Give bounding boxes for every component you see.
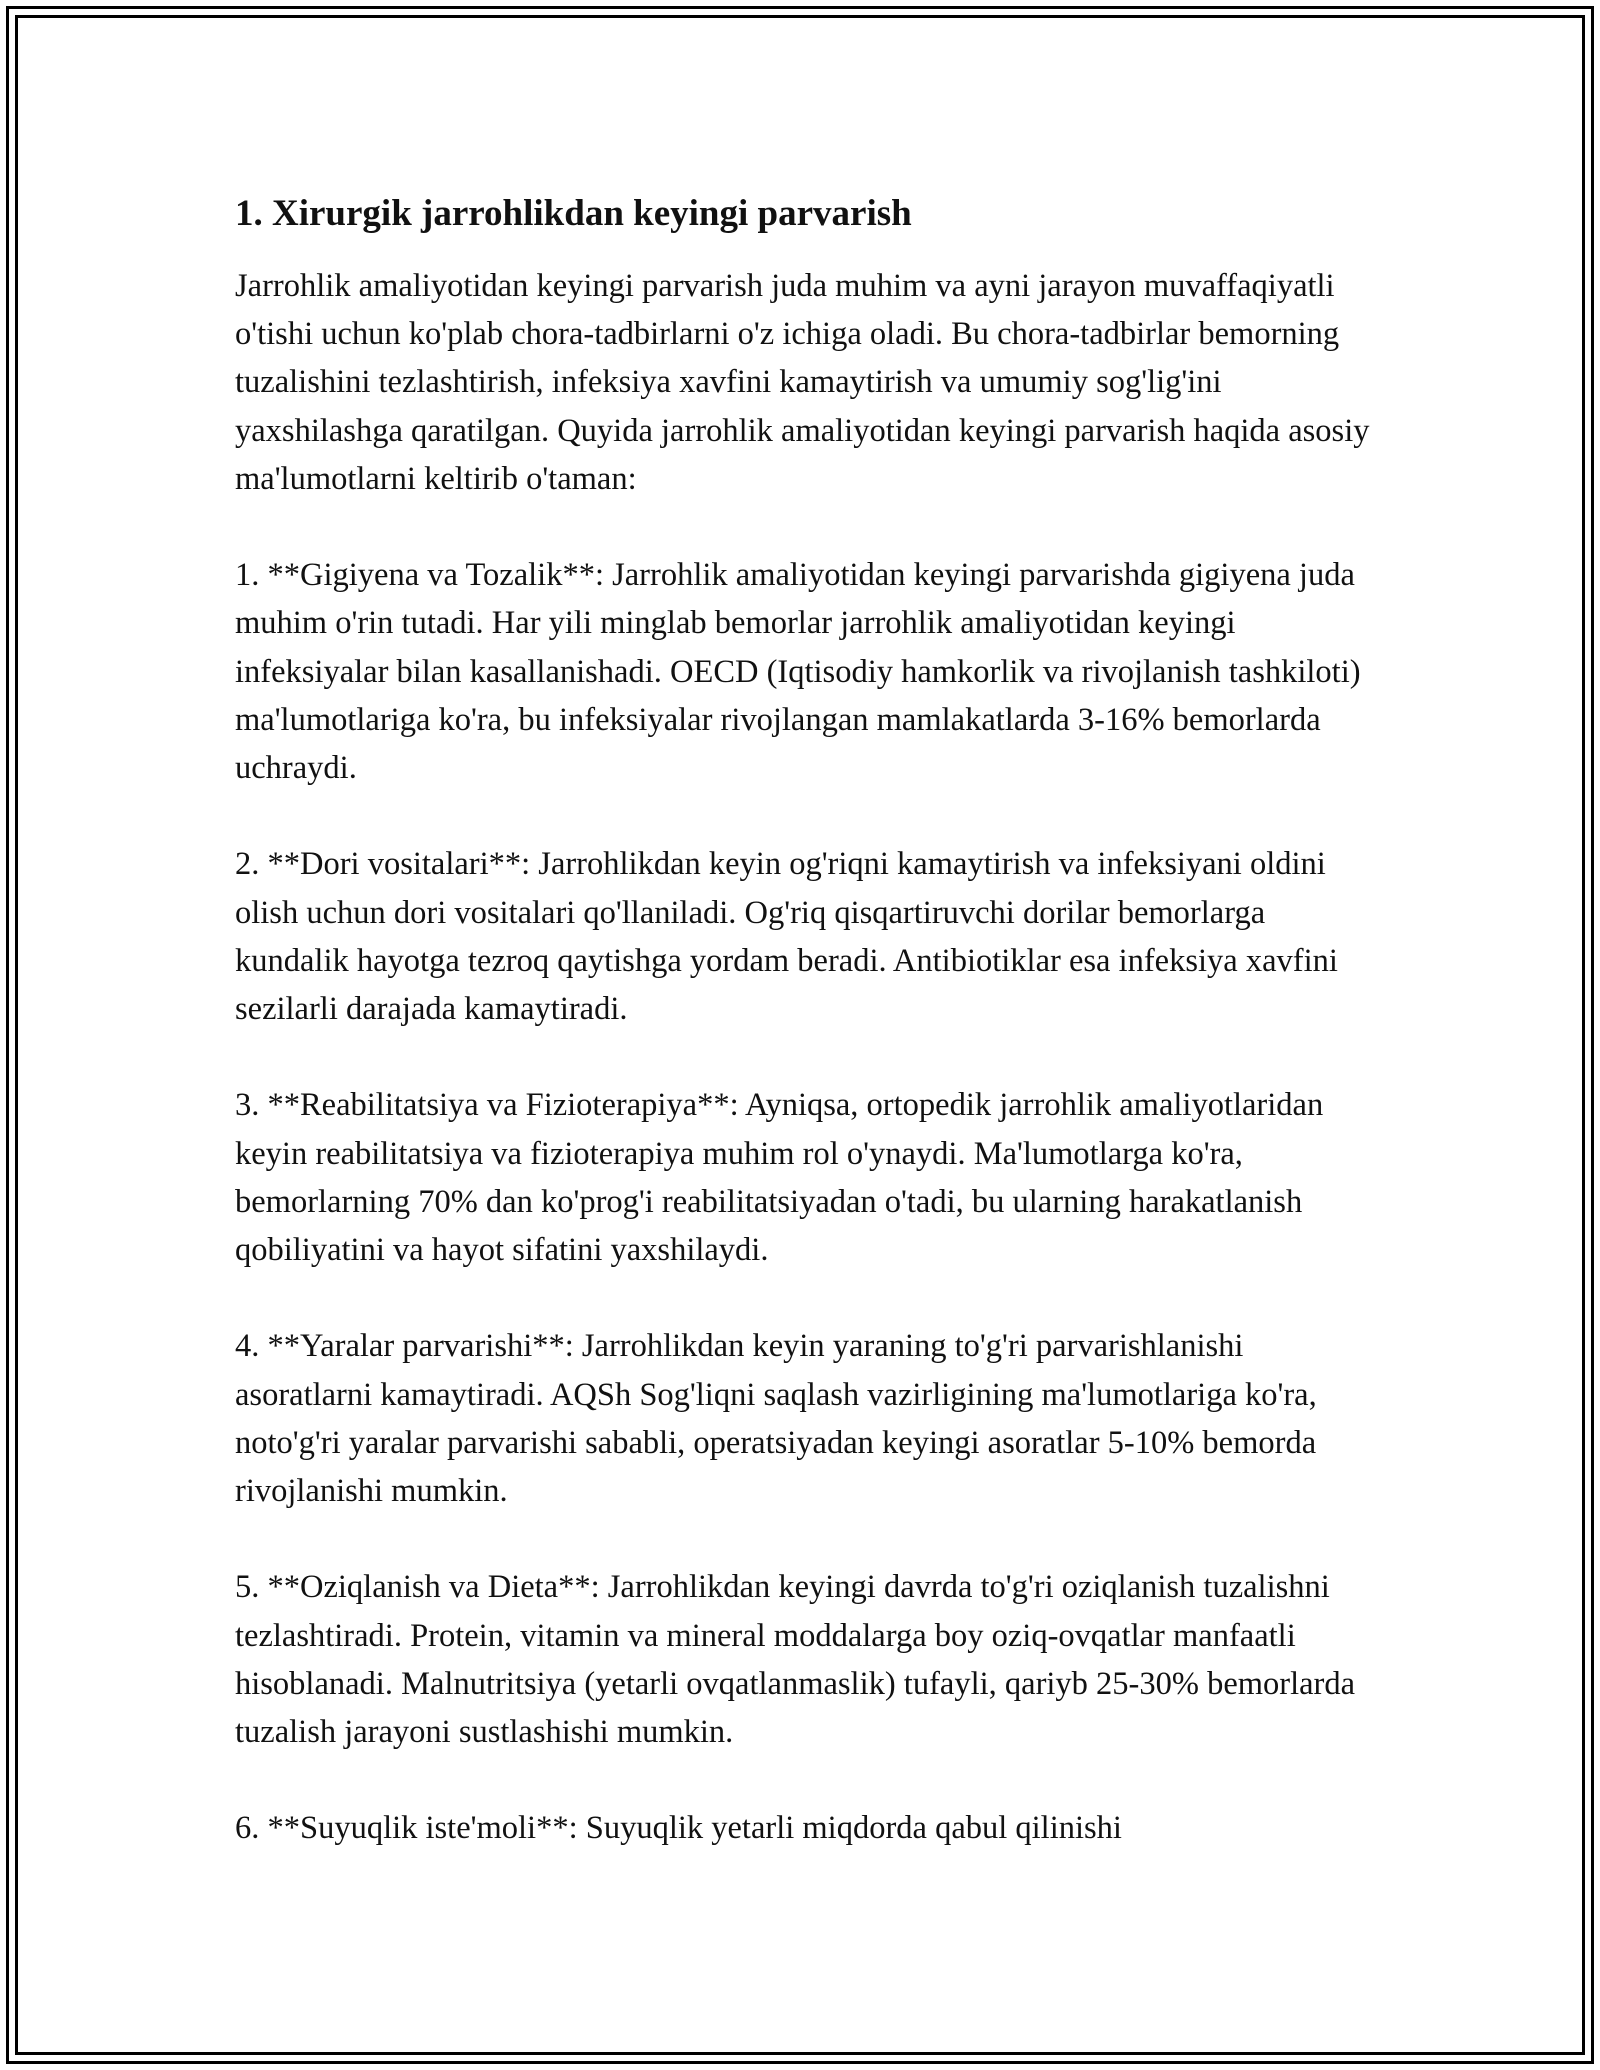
document-body [235, 190, 1385, 1901]
list-item-fluid-intake: 6. **Suyuqlik iste'moli**: Suyuqlik yetarli miqdorda qabul qilinishi [235, 1810, 1122, 1847]
intro-paragraph: Jarrohlik amaliyotidan keyingi parvarish juda muhim va ayni jarayon muvaffaqiyatli o'tishi uchun ko'plab chora-tadbirlarni o'z ichiga oladi. Bu chora-tadbirlar bemorning tuzalishini tezlashtirish, infeksiya xavfini kamaytirish va umumiy sog'lig'ini yaxshilashga qaratilgan. Quyida jarrohlik amaliyotidan keyingi parvarish haqida asosiy ma'lumotlarni keltirib o'taman: [235, 268, 1370, 497]
document-heading: 1. Xirurgik jarrohlikdan keyingi parvarish [235, 193, 912, 234]
list-item-nutrition: 5. **Oziqlanish va Dieta**: Jarrohlikdan keyingi davrda to'g'ri oziqlanish tuzalishni tezlashtiradi. Protein, vitamin va mineral moddalarga boy oziq-ovqatlar manfaatli hisoblanadi. Malnutritsiya (yetarli ovqatlanmaslik) tufayli, qariyb 25-30% bemorlarda tuzalish jarayoni sustlashishi mumkin. [235, 1569, 1356, 1751]
list-item-rehabilitation: 3. **Reabilitatsiya va Fizioterapiya**: Ayniqsa, ortopedik jarrohlik amaliyotlaridan keyin reabilitatsiya va fizioterapiya muhim rol o'ynaydi. Ma'lumotlarga ko'ra, bemorlarning 70% dan ko'prog'i reabilitatsiyadan o'tadi, bu ularning harakatlanish qobiliyatini va hayot sifatini yaxshilaydi. [235, 1087, 1324, 1269]
list-item-medications: 2. **Dori vositalari**: Jarrohlikdan keyin og'riqni kamaytirish va infeksiyani oldini olish uchun dori vositalari qo'llaniladi. Og'riq qisqartiruvchi dorilar bemorlarga kundalik hayotga tezroq qaytishga yordam beradi. Antibiotiklar esa infeksiya xavfini sezilarli darajada kamaytiradi. [235, 846, 1338, 1028]
list-item-wound-care: 4. **Yaralar parvarishi**: Jarrohlikdan keyin yaraning to'g'ri parvarishlanishi asoratlarni kamaytiradi. AQSh Sog'liqni saqlash vazirligining ma'lumotlariga ko'ra, noto'g'ri yaralar parvarishi sababli, operatsiyadan keyingi asoratlar 5-10% bemorda rivojlanishi mumkin. [235, 1328, 1317, 1510]
list-item-hygiene: 1. **Gigiyena va Tozalik**: Jarrohlik amaliyotidan keyingi parvarishda gigiyena juda muhim o'rin tutadi. Har yili minglab bemorlar jarrohlik amaliyotidan keyingi infeksiyalar bilan kasallanishadi. OECD (Iqtisodiy hamkorlik va rivojlanish tashkiloti) ma'lumotlariga ko'ra, bu infeksiyalar rivojlangan mamlakatlarda 3-16% bemorlarda uchraydi. [235, 557, 1361, 787]
